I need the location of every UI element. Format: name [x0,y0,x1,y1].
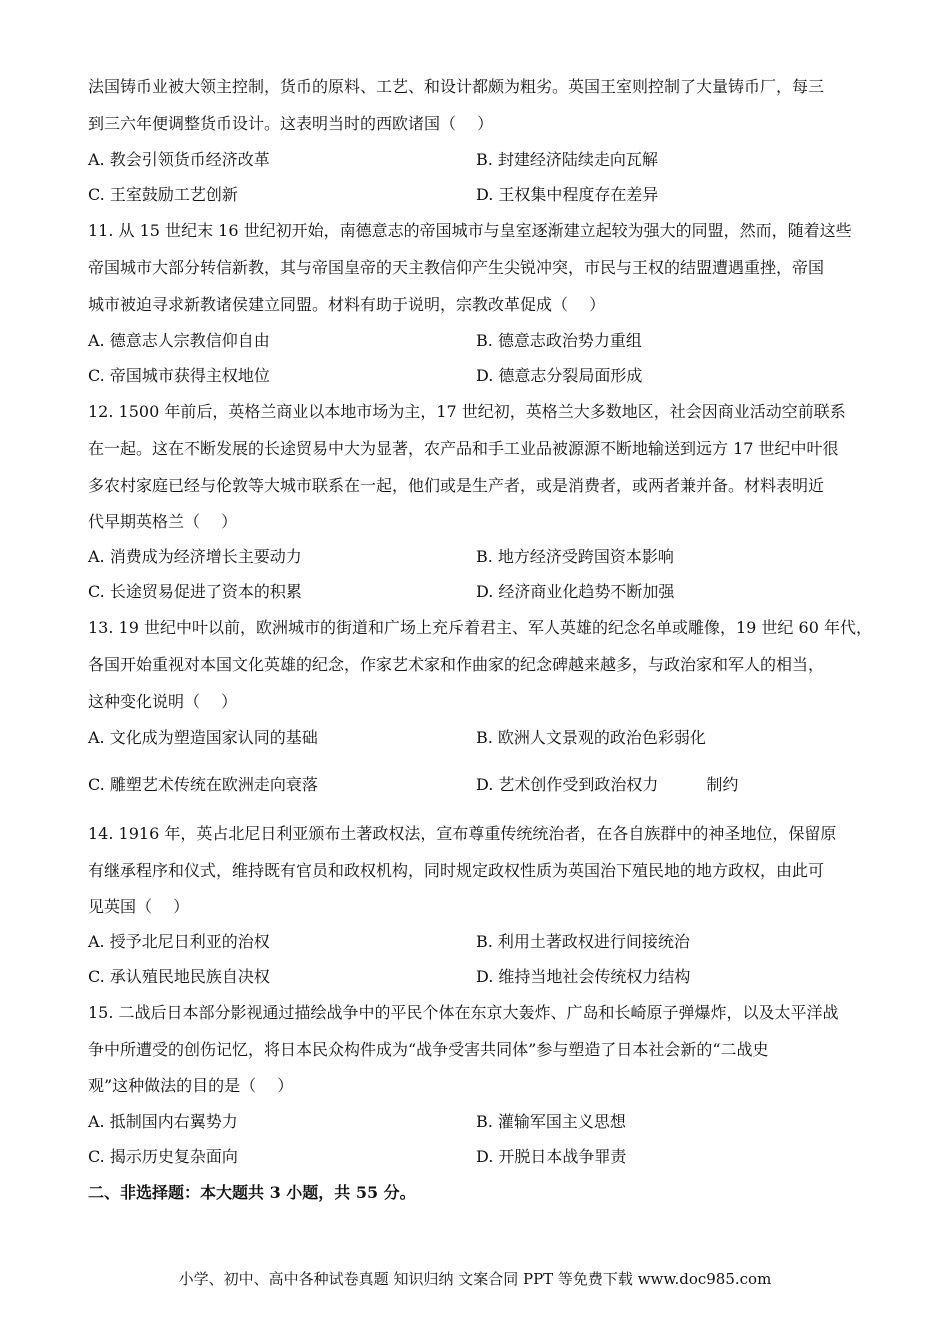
q12-option-c: C. 长途贸易促进了资本的积累 [88,582,302,601]
q12-line-3: 多农村家庭已经与伦敦等大城市联系在一起，他们或是生产者，或是消费者，或两者兼并备。材料表明近 [88,476,825,495]
q15-option-a: A. 抵制国内右翼势力 [88,1112,238,1131]
q14-option-c: C. 承认殖民地民族自决权 [88,967,270,986]
q14-line-1: 14. 1916 年，英占北尼日利亚颁布土著政权法，宣布尊重传统统治者，在各自族群中的神圣地位，保留原 [88,824,837,843]
q13-option-b: B. 欧洲人文景观的政治色彩弱化 [476,728,706,747]
q15-option-c: C. 揭示历史复杂面向 [88,1147,238,1166]
q11-option-a: A. 德意志人宗教信仰自由 [88,331,270,350]
intro-option-b: B. 封建经济陆续走向瓦解 [476,150,658,169]
q14-line-3: 见英国（ ） [88,897,190,916]
q11-option-b: B. 德意志政治势力重组 [476,331,642,350]
q15-option-d: D. 开脱日本战争罪责 [476,1147,627,1166]
q15-option-b: B. 灌输军国主义思想 [476,1112,626,1131]
q13-option-a: A. 文化成为塑造国家认同的基础 [88,728,318,747]
intro-option-c: C. 王室鼓励工艺创新 [88,185,238,204]
q13-line-2: 各国开始重视对本国文化英雄的纪念，作家艺术家和作曲家的纪念碑越来越多，与政治家和军人的相当， [88,655,825,674]
q11-line-1: 11. 从 15 世纪末 16 世纪初开始，南德意志的帝国城市与皇室逐渐建立起较为强大的同盟，然而，随着这些 [88,221,852,240]
q11-line-2: 帝国城市大部分转信新教，其与帝国皇帝的天主教信仰产生尖锐冲突，市民与王权的结盟遭遇重挫，帝国 [88,258,825,277]
q12-option-b: B. 地方经济受跨国资本影响 [476,547,674,566]
q13-line-3: 这种变化说明（ ） [88,692,238,711]
q12-option-a: A. 消费成为经济增长主要动力 [88,547,302,566]
q13-option-c: C. 雕塑艺术传统在欧洲走向衰落 [88,775,318,794]
intro-option-d: D. 王权集中程度存在差异 [476,185,659,204]
q12-option-d: D. 经济商业化趋势不断加强 [476,582,675,601]
q12-line-1: 12. 1500 年前后，英格兰商业以本地市场为主，17 世纪初，英格兰大多数地区，社会因商业活动空前联系 [88,402,846,421]
q12-line-2: 在一起。这在不断发展的长途贸易中大为显著，农产品和手工业品被源源不断地输送到远方 17 世纪中叶很 [88,439,839,458]
q14-option-d: D. 维持当地社会传统权力结构 [476,967,691,986]
q11-line-3: 城市被迫寻求新教诸侯建立同盟。材料有助于说明，宗教改革促成（ ） [88,295,606,314]
intro-line-1: 法国铸币业被大领主控制，货币的原料、工艺、和设计都颇为粗劣。英国王室则控制了大量铸币厂，每三 [88,77,825,96]
q14-option-b: B. 利用土著政权进行间接统治 [476,932,690,951]
q15-line-2: 争中所遭受的创伤记忆，将日本民众构件成为“战争受害共同体”参与塑造了日本社会新的“二战史 [88,1040,769,1059]
q11-option-d: D. 德意志分裂局面形成 [476,366,643,385]
intro-line-2: 到三六年便调整货币设计。这表明当时的西欧诸国（ ） [88,114,494,133]
page-footer: 小学、初中、高中各种试卷真题 知识归纳 文案合同 PPT 等免费下载 www.doc985.com [178,1270,772,1288]
q13-line-1: 13. 19 世纪中叶以前，欧洲城市的街道和广场上充斥着君主、军人英雄的纪念名单或雕像，19 世纪 60 年代， [88,618,872,637]
q13-option-d: D. 艺术创作受到政治权力 制约 [476,775,739,794]
q14-option-a: A. 授予北尼日利亚的治权 [88,932,270,951]
intro-option-a: A. 教会引领货币经济改革 [88,150,270,169]
q14-line-2: 有继承程序和仪式，维持既有官员和政权机构，同时规定政权性质为英国治下殖民地的地方政权，由此可 [88,861,825,880]
section-heading: 二、非选择题：本大题共 3 小题，共 55 分。 [88,1183,416,1202]
q11-option-c: C. 帝国城市获得主权地位 [88,366,270,385]
q15-line-1: 15. 二战后日本部分影视通过描绘战争中的平民个体在东京大轰炸、广岛和长崎原子弹爆炸，以及太平洋战 [88,1003,839,1022]
q12-line-4: 代早期英格兰（ ） [88,512,238,531]
q15-line-3: 观”这种做法的目的是（ ） [88,1076,294,1095]
